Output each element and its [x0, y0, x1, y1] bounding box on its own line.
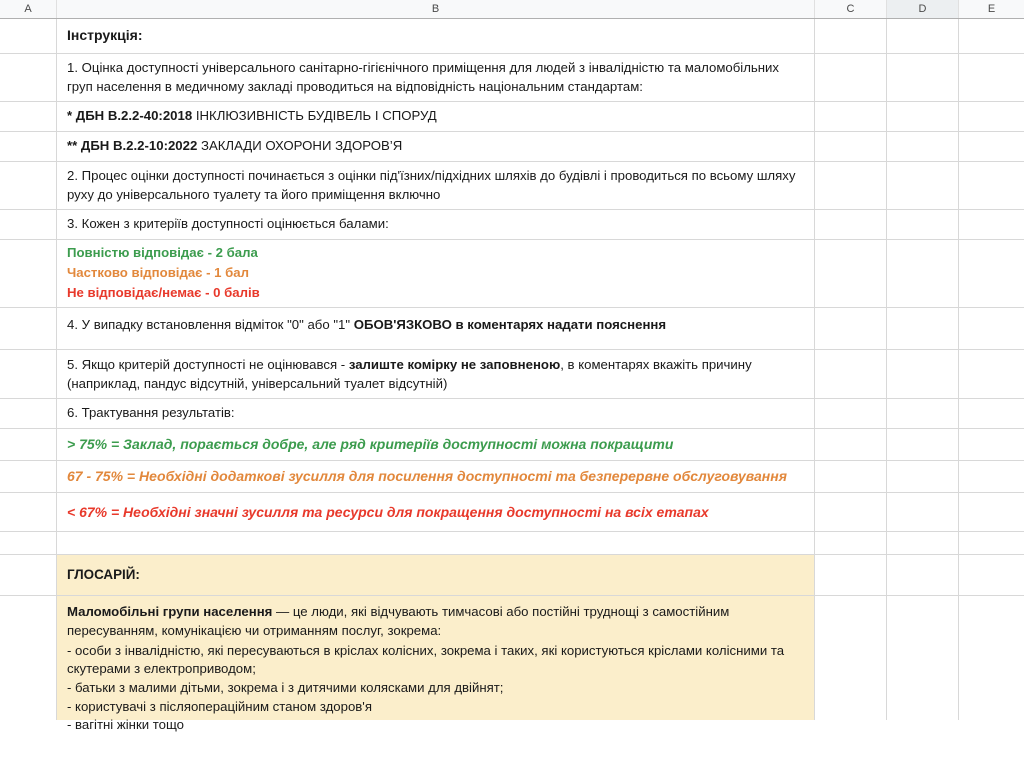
- table-row-spacer: [0, 532, 1024, 555]
- standard-2-name: ЗАКЛАДИ ОХОРОНИ ЗДОРОВ’Я: [197, 138, 403, 154]
- table-row: [0, 399, 1024, 429]
- cell-standard-2[interactable]: [57, 132, 815, 161]
- cell-d[interactable]: [887, 532, 959, 554]
- column-header-e[interactable]: E: [959, 0, 1024, 18]
- instruction-item-6: 6. Трактування результатів:: [67, 405, 235, 421]
- cell-item-2[interactable]: [57, 162, 815, 209]
- cell-a[interactable]: [0, 162, 57, 209]
- glossary-definition: — це люди, які відчувають тимчасові або постійні труднощі з самостійним пересуванням, комунікацією чи отриманням послуг, зокрема:: [67, 604, 730, 638]
- column-header-d[interactable]: D: [887, 0, 959, 18]
- spreadsheet-grid: [0, 19, 1024, 784]
- column-header-b[interactable]: B: [57, 0, 815, 18]
- cell-c[interactable]: [815, 54, 887, 101]
- column-header-bar: [0, 0, 1024, 19]
- cell-d[interactable]: [887, 240, 959, 307]
- cell-c[interactable]: [815, 132, 887, 161]
- cell-standard-1[interactable]: [57, 102, 815, 131]
- list-item: - вагітні жінки тощо: [67, 717, 185, 733]
- cell-e[interactable]: [959, 350, 1024, 398]
- cell-a[interactable]: [0, 399, 57, 428]
- score-legend-none: Не відповідає/немає - 0 балів: [67, 285, 260, 301]
- cell-e[interactable]: [959, 555, 1024, 595]
- cell-glossary-title[interactable]: [57, 555, 815, 595]
- cell-instruction-title[interactable]: [57, 19, 815, 53]
- interpretation-67-to-75: 67 - 75% = Необхідні додаткові зусилля для посилення доступності та безперервне обслуговування: [67, 467, 787, 484]
- table-row: [0, 102, 1024, 132]
- cell-a[interactable]: [0, 308, 57, 349]
- instruction-item-2: 2. Процес оцінки доступності починається з оцінки під'їзних/підхідних шляхів до будівлі і проводиться по всьому шляху руху до універсального туалету та його приміщення включно: [67, 167, 796, 202]
- cell-d[interactable]: [887, 350, 959, 398]
- instruction-item-5-suffix: , в коментарях вкажіть причину (наприклад, пандус відсутній, універсальний туалет відсутній): [67, 356, 752, 391]
- instruction-item-3: 3. Кожен з критеріїв доступності оцінюється балами:: [67, 216, 389, 232]
- cell-c[interactable]: [815, 399, 887, 428]
- table-row: [0, 162, 1024, 210]
- table-row-score-legend: [0, 240, 1024, 308]
- cell-c[interactable]: [815, 162, 887, 209]
- page-title: Інструкція:: [67, 27, 143, 43]
- cell-a[interactable]: [0, 555, 57, 595]
- standard-2-code: ** ДБН В.2.2-10:2022: [67, 138, 198, 154]
- table-row: [0, 54, 1024, 102]
- table-row: [0, 132, 1024, 162]
- cell-a[interactable]: [0, 132, 57, 161]
- table-row: [0, 308, 1024, 350]
- cell-c[interactable]: [815, 461, 887, 492]
- cell-c[interactable]: [815, 350, 887, 398]
- standard-1-name: ІНКЛЮЗИВНІСТЬ БУДІВЕЛЬ І СПОРУД: [192, 108, 437, 124]
- cell-d[interactable]: [887, 54, 959, 101]
- cell-e[interactable]: [959, 308, 1024, 349]
- cell-c[interactable]: [815, 493, 887, 532]
- interpretation-above-75: > 75% = Заклад, порається добре, але ряд критеріїв доступності можна покращити: [67, 436, 674, 453]
- cell-d[interactable]: [887, 132, 959, 161]
- cell-d[interactable]: [887, 162, 959, 209]
- table-row: [0, 19, 1024, 54]
- cell-c[interactable]: [815, 19, 887, 53]
- cell-d[interactable]: [887, 308, 959, 349]
- cell-a[interactable]: [0, 429, 57, 460]
- table-row: [0, 596, 1024, 733]
- cell-c[interactable]: [815, 210, 887, 239]
- cell-d[interactable]: [887, 461, 959, 492]
- cell-e[interactable]: [959, 54, 1024, 101]
- cell-a[interactable]: [0, 19, 57, 53]
- column-header-c[interactable]: C: [815, 0, 887, 18]
- cell-c[interactable]: [815, 532, 887, 554]
- cell-item-6[interactable]: [57, 399, 815, 428]
- column-header-a[interactable]: A: [0, 0, 57, 18]
- list-item: - користувачі з післяопераційним станом здоров'я: [67, 698, 372, 714]
- cell-item-3[interactable]: [57, 210, 815, 239]
- cell-e[interactable]: [959, 102, 1024, 131]
- cell-e[interactable]: [959, 210, 1024, 239]
- table-row: [0, 350, 1024, 399]
- cell-e[interactable]: [959, 240, 1024, 307]
- cell-a[interactable]: [0, 350, 57, 398]
- table-row: [0, 493, 1024, 533]
- cell-d[interactable]: [887, 102, 959, 131]
- cell-c[interactable]: [815, 555, 887, 595]
- cell-item-4[interactable]: [57, 308, 815, 349]
- cell-c[interactable]: [815, 596, 887, 720]
- score-legend-full: Повністю відповідає - 2 бала: [67, 245, 258, 261]
- instruction-item-5-emphasis: залиште комірку не заповненою: [348, 356, 561, 372]
- list-item: - особи з інвалідністю, які пересуваються в кріслах колісних, зокрема і таких, які користуються кріслами колісними та скутерами з електроприводом;: [67, 642, 785, 677]
- instruction-item-4-prefix: 4. У випадку встановлення відміток "0" або "1": [67, 317, 354, 333]
- cell-c[interactable]: [815, 308, 887, 349]
- cell-e[interactable]: [959, 493, 1024, 532]
- cell-a[interactable]: [0, 493, 57, 532]
- cell-d[interactable]: [887, 429, 959, 460]
- cell-e[interactable]: [959, 19, 1024, 53]
- glossary-definition-line: [67, 603, 805, 640]
- cell-d[interactable]: [887, 555, 959, 595]
- cell-b-empty[interactable]: [57, 532, 815, 554]
- cell-item-5[interactable]: [57, 350, 815, 398]
- cell-d[interactable]: [887, 210, 959, 239]
- cell-c[interactable]: [815, 429, 887, 460]
- cell-e[interactable]: [959, 532, 1024, 554]
- cell-d[interactable]: [887, 596, 959, 720]
- cell-a[interactable]: [0, 240, 57, 307]
- cell-d[interactable]: [887, 399, 959, 428]
- cell-d[interactable]: [887, 19, 959, 53]
- instruction-item-4-emphasis: ОБОВ'ЯЗКОВО в коментарях надати пояснення: [353, 317, 667, 333]
- table-row: [0, 429, 1024, 461]
- table-row: [0, 210, 1024, 240]
- cell-a[interactable]: [0, 102, 57, 131]
- cell-e[interactable]: [959, 132, 1024, 161]
- cell-c[interactable]: [815, 240, 887, 307]
- list-item: - батьки з малими дітьми, зокрема і з дитячими колясками для двійнят;: [67, 680, 504, 696]
- cell-e[interactable]: [959, 162, 1024, 209]
- instruction-item-1: 1. Оцінка доступності універсального санітарно-гігієнічного приміщення для людей з інвалідністю та маломобільних груп населення в медичному закладі проводиться на відповідність національним стандартам:: [67, 59, 780, 94]
- cell-a[interactable]: [0, 532, 57, 554]
- score-legend-partial: Частково відповідає - 1 бал: [67, 265, 250, 281]
- cell-score-legend[interactable]: [57, 240, 815, 307]
- standard-1-code: * ДБН В.2.2-40:2018: [67, 108, 193, 124]
- cell-glossary-body[interactable]: [57, 596, 815, 733]
- cell-e[interactable]: [959, 596, 1024, 720]
- cell-e[interactable]: [959, 399, 1024, 428]
- cell-a[interactable]: [0, 54, 57, 101]
- glossary-heading: ГЛОСАРІЙ:: [67, 567, 140, 583]
- cell-interpretation-high[interactable]: [57, 429, 815, 460]
- cell-e[interactable]: [959, 429, 1024, 460]
- table-row: [0, 461, 1024, 493]
- cell-e[interactable]: [959, 461, 1024, 492]
- interpretation-below-67: < 67% = Необхідні значні зусилля та ресурси для покращення доступності на всіх етапах: [67, 503, 709, 520]
- instruction-item-5-prefix: 5. Якщо критерій доступності не оцінювався -: [67, 356, 349, 372]
- cell-c[interactable]: [815, 102, 887, 131]
- cell-interpretation-mid[interactable]: [57, 461, 815, 492]
- cell-a[interactable]: [0, 596, 57, 720]
- glossary-term: Маломобільні групи населення: [67, 604, 273, 620]
- cell-d[interactable]: [887, 493, 959, 532]
- cell-a[interactable]: [0, 461, 57, 492]
- cell-item-1[interactable]: [57, 54, 815, 101]
- cell-interpretation-low[interactable]: [57, 493, 815, 532]
- table-row: [0, 555, 1024, 596]
- cell-a[interactable]: [0, 210, 57, 239]
